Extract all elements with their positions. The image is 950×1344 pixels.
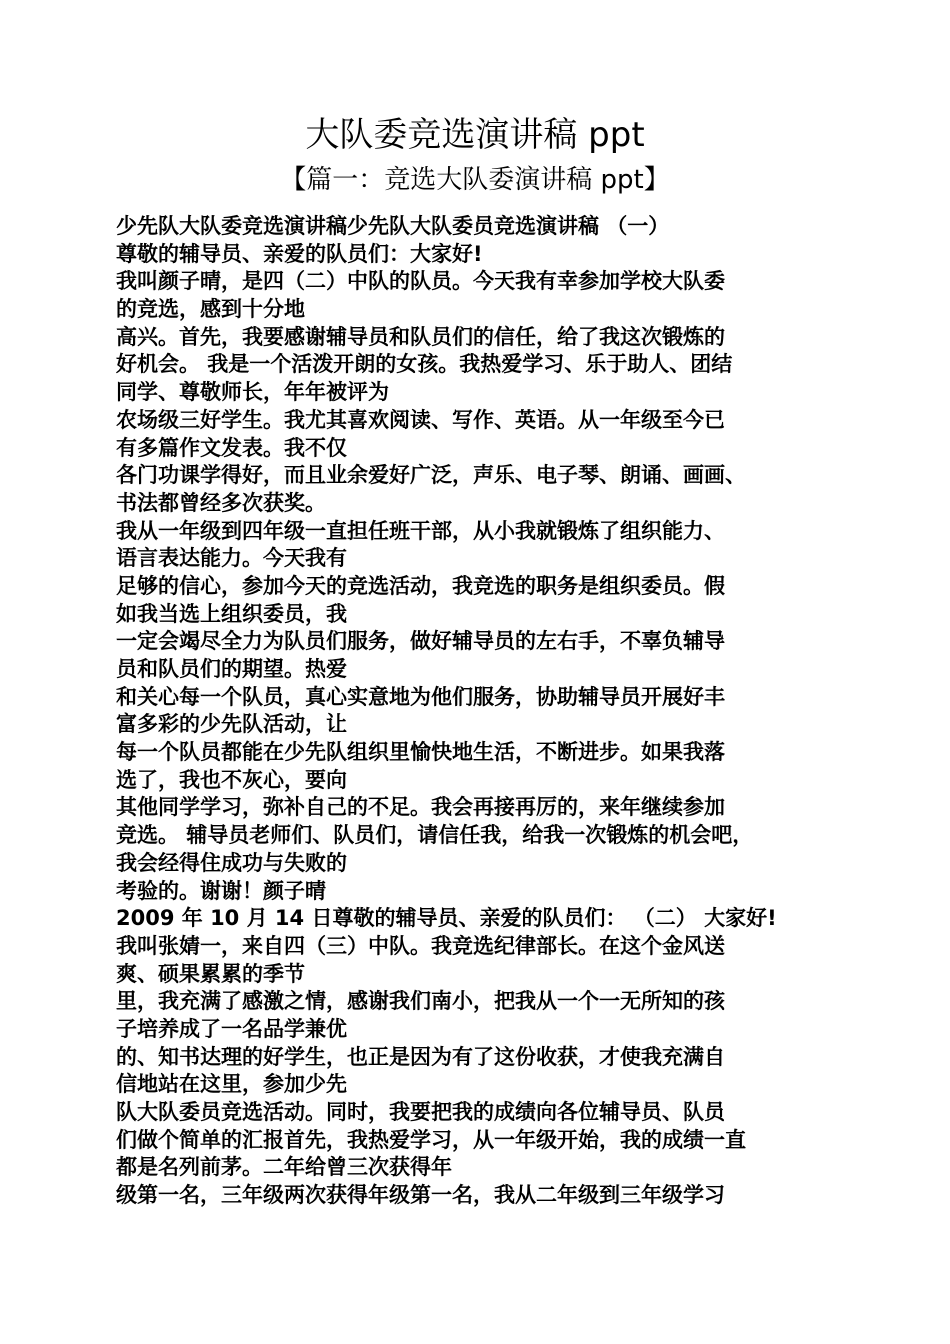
body-line: 里，我充满了感激之情，感谢我们南小，把我从一个一无所知的孩 [116, 989, 725, 1014]
body-line: 子培养成了一名品学兼优 [116, 1016, 347, 1041]
body-line: 书法都曾经多次获奖。 [116, 490, 326, 515]
body-line: 每一个队员都能在少先队组织里愉快地生活，不断进步。如果我落 [116, 740, 725, 765]
body-line: 有多篇作文发表。我不仅 [116, 435, 347, 460]
body-line: 高兴。首先，我要感谢辅导员和队员们的信任，给了我这次锻炼的 [116, 324, 725, 349]
document-body [116, 213, 846, 1210]
body-line: 们做个简单的汇报首先，我热爱学习，从一年级开始，我的成绩一直 [116, 1127, 746, 1152]
body-line: 同学、尊敬师长，年年被评为 [116, 380, 389, 405]
body-line: 的、知书达理的好学生，也正是因为有了这份收获，才使我充满自 [116, 1044, 725, 1069]
body-line: 语言表达能力。今天我有 [116, 546, 347, 571]
body-line: 我叫颜子晴，是四（二）中队的队员。今天我有幸参加学校大队委 [116, 269, 725, 294]
body-line: 其他同学学习，弥补自己的不足。我会再接再厉的，来年继续参加 [116, 795, 725, 820]
body-line: 信地站在这里，参加少先 [116, 1072, 347, 1097]
body-line: 竞选。 辅导员老师们、队员们，请信任我，给我一次锻炼的机会吧， [116, 823, 754, 848]
body-line: 队大队委员竞选活动。同时，我要把我的成绩向各位辅导员、队员 [116, 1100, 725, 1124]
body-line: 我叫张婧一，来自四（三）中队。我竞选纪律部长。在这个金风送 [116, 933, 725, 958]
body-line: 好机会。 我是一个活泼开朗的女孩。我热爱学习、乐于助人、团结 [116, 352, 733, 377]
body-line: 各门功课学得好，而且业余爱好广泛，声乐、电子琴、朗诵、画画、 [116, 463, 746, 488]
body-line: 如我当选上组织委员，我 [116, 601, 347, 626]
body-line: 尊敬的辅导员、亲爱的队员们：大家好! [116, 241, 483, 266]
body-line: 我会经得住成功与失败的 [116, 850, 347, 875]
body-line: 富多彩的少先队活动，让 [116, 712, 347, 737]
body-line: 爽、硕果累累的季节 [116, 961, 305, 986]
body-line: 都是名列前茅。二年给曾三次获得年 [116, 1155, 452, 1180]
body-line: 少先队大队委竞选演讲稿少先队大队委员竞选演讲稿 （一） [116, 214, 670, 238]
body-line: 我从一年级到四年级一直担任班干部，从小我就锻炼了组织能力、 [116, 518, 725, 543]
document-title: 大队委竞选演讲稿 ppt [305, 115, 645, 155]
body-line: 足够的信心，参加今天的竞选活动，我竞选的职务是组织委员。假 [116, 573, 725, 598]
body-line: 2009 年 10 月 14 日尊敬的辅导员、亲爱的队员们： （二） 大家好! [116, 906, 777, 931]
body-line: 一定会竭尽全力为队员们服务，做好辅导员的左右手，不辜负辅导 [116, 629, 725, 654]
body-line: 选了，我也不灰心，要向 [116, 767, 347, 792]
document-subtitle: 【篇一：竞选大队委演讲稿 ppt】 [280, 165, 670, 195]
body-line: 考验的。谢谢！颜子晴 [116, 878, 326, 903]
body-line: 农场级三好学生。我尤其喜欢阅读、写作、英语。从一年级至今已 [116, 407, 725, 432]
body-line: 级第一名，三年级两次获得年级第一名，我从二年级到三年级学习 [116, 1183, 725, 1208]
body-line: 员和队员们的期望。热爱 [116, 657, 347, 681]
body-line: 和关心每一个队员，真心实意地为他们服务，协助辅导员开展好丰 [116, 684, 725, 709]
body-line: 的竞选，感到十分地 [116, 297, 305, 322]
